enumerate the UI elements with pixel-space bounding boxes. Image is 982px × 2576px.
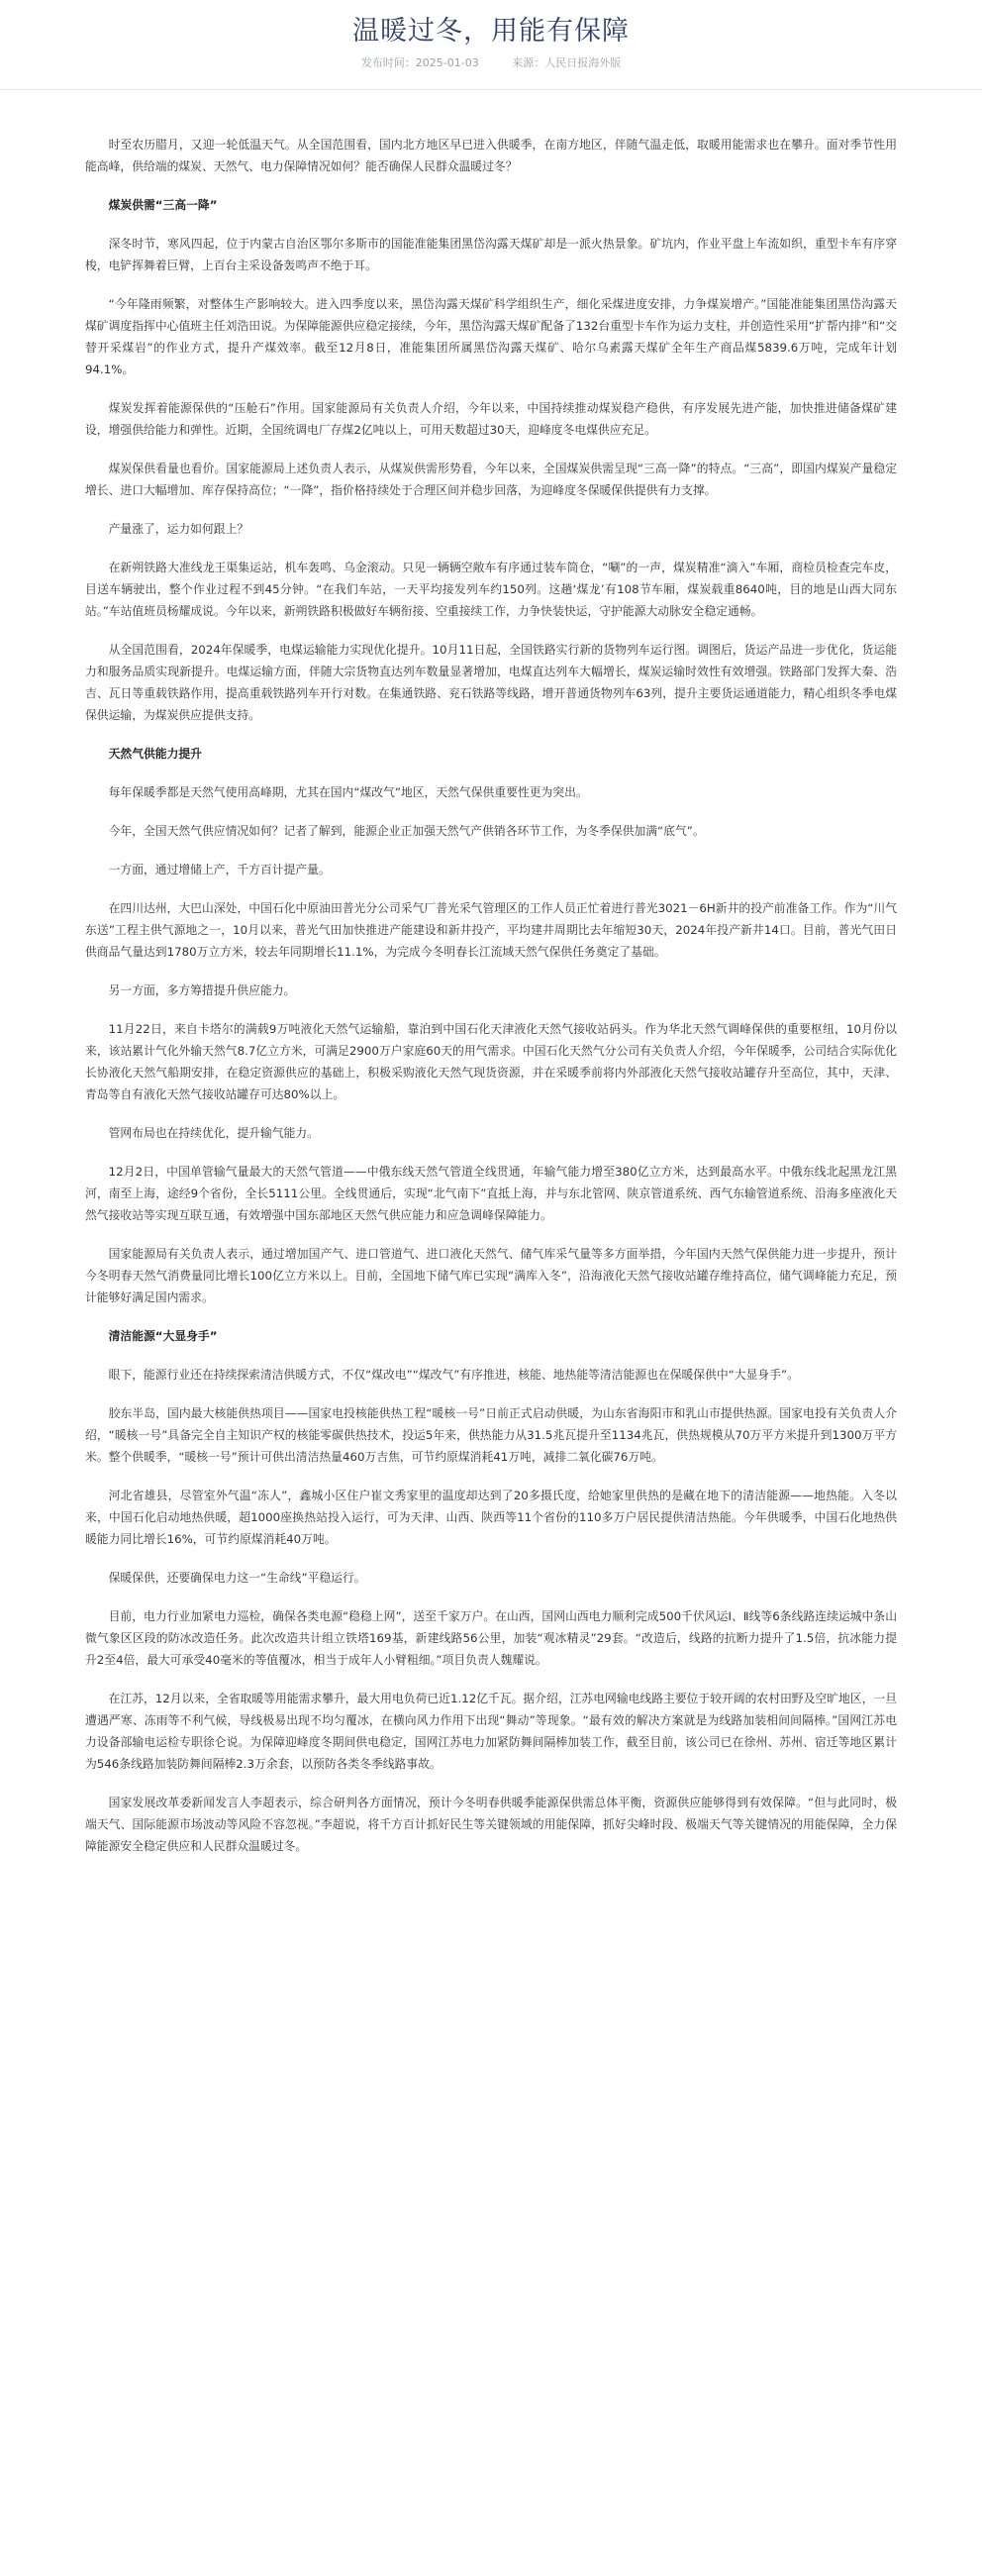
article-paragraph: “今年隆雨频繁，对整体生产影响较大。进入四季度以来，黑岱沟露天煤矿科学组织生产，细化采煤进度安排，力争煤炭增产。”国能准能集团黑岱沟露天煤矿调度指挥中心值班主任刘浩田说。为保障能源供应稳定接续，今年，黑岱沟露天煤矿配备了132台重型卡车作为运力支柱，并创造性采用“扩帮内排”和“交替开采煤岩”的作业方式，提升产煤效率。截至12月8日，准能集团所属黑岱沟露天煤矿、哈尔乌素露天煤矿全年生产商品煤5839.6万吨，完成年计划94.1%。	[85, 297, 897, 376]
publish-label: 发布时间：	[360, 56, 416, 69]
article-paragraph: 一方面，通过增储上产，千方百计提产量。	[108, 863, 331, 876]
article-paragraph: 深冬时节，寒风四起，位于内蒙古自治区鄂尔多斯市的国能准能集团黑岱沟露天煤矿却是一派火热景象。矿坑内，作业平盘上车流如织，重型卡车有序穿梭，电铲挥舞着巨臂，上百台主采设备轰鸣声不绝于耳。	[85, 237, 897, 272]
article-paragraph: 在江苏，12月以来，全省取暖等用能需求攀升，最大用电负荷已近1.12亿千瓦。据介绍，江苏电网输电线路主要位于较开阔的农村田野及空旷地区，一旦遭遇严寒、冻雨等不利气候，导线极易出现不均匀覆冰，在横向风力作用下出现“舞动”等现象。“最有效的解决方案就是为线路加装相间间隔棒。”国网江苏电力设备部输电运检专职徐仑说。为保障迎峰度冬期间供电稳定，国网江苏电力加紧防舞间隔棒加装工作，截至目前，该公司已在徐州、苏州、宿迁等地区累计为546条线路加装防舞间隔棒2.3万余套，以预防各类冬季线路事故。	[85, 1692, 897, 1771]
article-paragraph: 目前，电力行业加紧电力巡检，确保各类电源“稳稳上网”，送至千家万户。在山西，国网山西电力顺利完成500千伏风运Ⅰ、Ⅱ线等6条线路连续运城中条山微气象区区段的防冰改造任务。此次改造共计组立铁塔169基，新建线路56公里，加装“观冰精灵”29套。“改造后，线路的抗断力提升了1.5倍，抗冰能力提升2至4倍，最大可承受40毫米的等值覆冰，相当于成年人小臂粗细。”项目负责人魏耀说。	[85, 1609, 897, 1667]
section-heading: 天然气供能力提升	[108, 747, 202, 761]
article-paragraph: 在四川达州，大巴山深处，中国石化中原油田普光分公司采气厂普光采气管理区的工作人员正忙着进行普光3021－6H新井的投产前准备工作。作为“川气东送”工程主供气源地之一，10月以来，普光气田加快推进产能建设和新井投产，平均建井周期比去年缩短30天，2024年投产新井14口。目前，普光气田日供商品气量达到1780万立方米，较去年同期增长11.1%，为完成今冬明春长江流域天然气保供任务奠定了基础。	[85, 901, 897, 959]
article-paragraph: 时至农历腊月，又迎一轮低温天气。从全国范围看，国内北方地区早已进入供暖季，在南方地区，伴随气温走低，取暖用能需求也在攀升。面对季节性用能高峰，供给端的煤炭、天然气、电力保障情况如何？能否确保人民群众温暖过冬？	[85, 138, 897, 173]
article-header	[0, 0, 982, 71]
article-paragraph: 管网布局也在持续优化，提升输气能力。	[108, 1126, 319, 1140]
article-paragraph: 从全国范围看，2024年保暖季，电煤运输能力实现优化提升。10月11日起，全国铁路实行新的货物列车运行图。调图后，货运产品进一步优化，货运能力和服务品质实现新提升。电煤运输方面，伴随大宗货物直达列车数量显著增加，电煤直达列车大幅增长，煤炭运输时效性有效增强。铁路部门发挥大秦、浩吉、瓦日等重载铁路作用，提高重载铁路列车开行对数。在集通铁路、兖石铁路等线路，增开普通货物列车63列，提升主要货运通道能力，精心组织冬季电煤保供运输，为煤炭供应提供支持。	[85, 643, 897, 722]
publish-info	[361, 56, 479, 69]
article-paragraph: 河北省雄县，尽管室外气温“冻人”，鑫城小区住户崔文秀家里的温度却达到了20多摄氏度，给她家里供热的是藏在地下的清洁能源——地热能。入冬以来，中国石化启动地热供暖，超1000座换热站投入运行，可为天津、山西、陕西等11个省份的110多万户居民提供清洁热能。今年供暖季，中国石化地热供暖能力同比增长16%，可节约原煤消耗40万吨。	[85, 1489, 897, 1546]
article-paragraph: 今年，全国天然气供应情况如何？记者了解到，能源企业正加强天然气产供销各环节工作，为冬季保供加满“底气”。	[108, 824, 705, 838]
article-paragraph: 国家发展改革委新闻发言人李超表示，综合研判各方面情况，预计今冬明春供暖季能源保供需总体平衡，资源供应能够得到有效保障。“但与此同时，极端天气、国际能源市场波动等风险不容忽视。”李超说，将千方百计抓好民生等关键领域的用能保障，抓好尖峰时段、极端天气等关键情况的用能保障，全力保障能源安全稳定供应和人民群众温暖过冬。	[85, 1796, 897, 1853]
source-name: 人民日报海外版	[544, 56, 622, 69]
article-title: 温暖过冬，用能有保障	[352, 16, 630, 47]
article-paragraph: 11月22日，来自卡塔尔的满载9万吨液化天然气运输船，靠泊到中国石化天津液化天然气接收站码头。作为华北天然气调峰保供的重要枢纽，10月份以来，该站累计气化外输天然气8.7亿立方米，可满足2900万户家庭60天的用气需求。中国石化天然气分公司有关负责人介绍，今年保暖季，公司结合实际优化长协液化天然气船期安排，在稳定资源供应的基础上，积极采购液化天然气现货资源，并在采暖季前将内外部液化天然气接收站罐存升至高位，其中，天津、青岛等自有液化天然气接收站罐存可达80%以上。	[85, 1022, 897, 1101]
source-info	[512, 56, 621, 69]
article-paragraph: 每年保暖季都是天然气使用高峰期，尤其在国内“煤改气”地区，天然气保供重要性更为突出。	[108, 785, 588, 799]
article-paragraph: 12月2日，中国单管输气量最大的天然气管道——中俄东线天然气管道全线贯通，年输气能力增至380亿立方米，达到最高水平。中俄东线北起黑龙江黑河，南至上海，途经9个省份，全长5111公里。全线贯通后，实现“北气南下”直抵上海，并与东北管网、陕京管道系统、西气东输管道系统、沿海多座液化天然气接收站等实现互联互通，有效增强中国东部地区天然气供应能力和应急调峰保障能力。	[85, 1165, 897, 1222]
article-body	[85, 90, 897, 1857]
publish-date: 2025-01-03	[415, 56, 479, 69]
article-paragraph: 在新朔铁路大准线龙王渠集运站，机车轰鸣、乌金滚动。只见一辆辆空敞车有序通过装车筒仓，“唰”的一声，煤炭精准“滴入”车厢，商检员检查完车皮，目送车辆驶出，整个作业过程不到45分钟。“在我们车站，一天平均接发列车约150列。这趟‘煤龙’有108节车厢，煤炭载重8640吨，目的地是山西大同东站。”车站值班员杨耀成说。今年以来，新朔铁路积极做好车辆衔接、空重接续工作，力争快装快运，守护能源大动脉安全稳定通畅。	[85, 561, 897, 618]
article-paragraph: 眼下，能源行业还在持续探索清洁供暖方式，不仅“煤改电”“煤改气”有序推进，核能、地热能等清洁能源也在保暖保供中“大显身手”。	[108, 1368, 799, 1382]
article-paragraph: 煤炭保供看量也看价。国家能源局上述负责人表示，从煤炭供需形势看，今年以来，全国煤炭供需呈现“三高一降”的特点。“三高”，即国内煤炭产量稳定增长、进口大幅增加、库存保持高位；“一降”，指价格持续处于合理区间并稳步回落，为迎峰度冬保暖保供提供有力支撑。	[85, 462, 897, 497]
section-heading: 清洁能源“大显身手”	[108, 1329, 218, 1343]
article-paragraph: 煤炭发挥着能源保供的“压舱石”作用。国家能源局有关负责人介绍，今年以来，中国持续推动煤炭稳产稳供，有序发展先进产能，加快推进储备煤矿建设，增强供给能力和弹性。近期，全国统调电厂存煤2亿吨以上，可用天数超过30天，迎峰度冬电煤供应充足。	[85, 401, 897, 437]
section-heading: 煤炭供需“三高一降”	[108, 198, 218, 212]
article-meta	[0, 55, 982, 71]
article-paragraph: 国家能源局有关负责人表示，通过增加国产气、进口管道气、进口液化天然气、储气库采气量等多方面举措，今年国内天然气保供能力进一步提升，预计今冬明春天然气消费量同比增长100亿立方米以上。目前，全国地下储气库已实现“满库入冬”，沿海液化天然气接收站罐存维持高位，储气调峰能力充足，预计能够好满足国内需求。	[85, 1247, 897, 1304]
article-paragraph: 另一方面，多方筹措提升供应能力。	[108, 983, 296, 997]
article-paragraph: 保暖保供，还要确保电力这一“生命线”平稳运行。	[108, 1571, 366, 1585]
article-paragraph: 产量涨了，运力如何跟上？	[108, 522, 249, 536]
source-label: 来源：	[512, 56, 545, 69]
article-paragraph: 胶东半岛，国内最大核能供热项目——国家电投核能供热工程“暖核一号”日前正式启动供暖，为山东省海阳市和乳山市提供热源。国家电投有关负责人介绍，“暖核一号”具备完全自主知识产权的核能零碳供热技术，投运5年来，供热能力从31.5兆瓦提升至1134兆瓦，供热规模从70万平方米提升到1300万平方米。整个供暖季，“暖核一号”预计可供出清洁热量460万吉焦，可节约原煤消耗41万吨，减排二氧化碳76万吨。	[85, 1406, 897, 1464]
